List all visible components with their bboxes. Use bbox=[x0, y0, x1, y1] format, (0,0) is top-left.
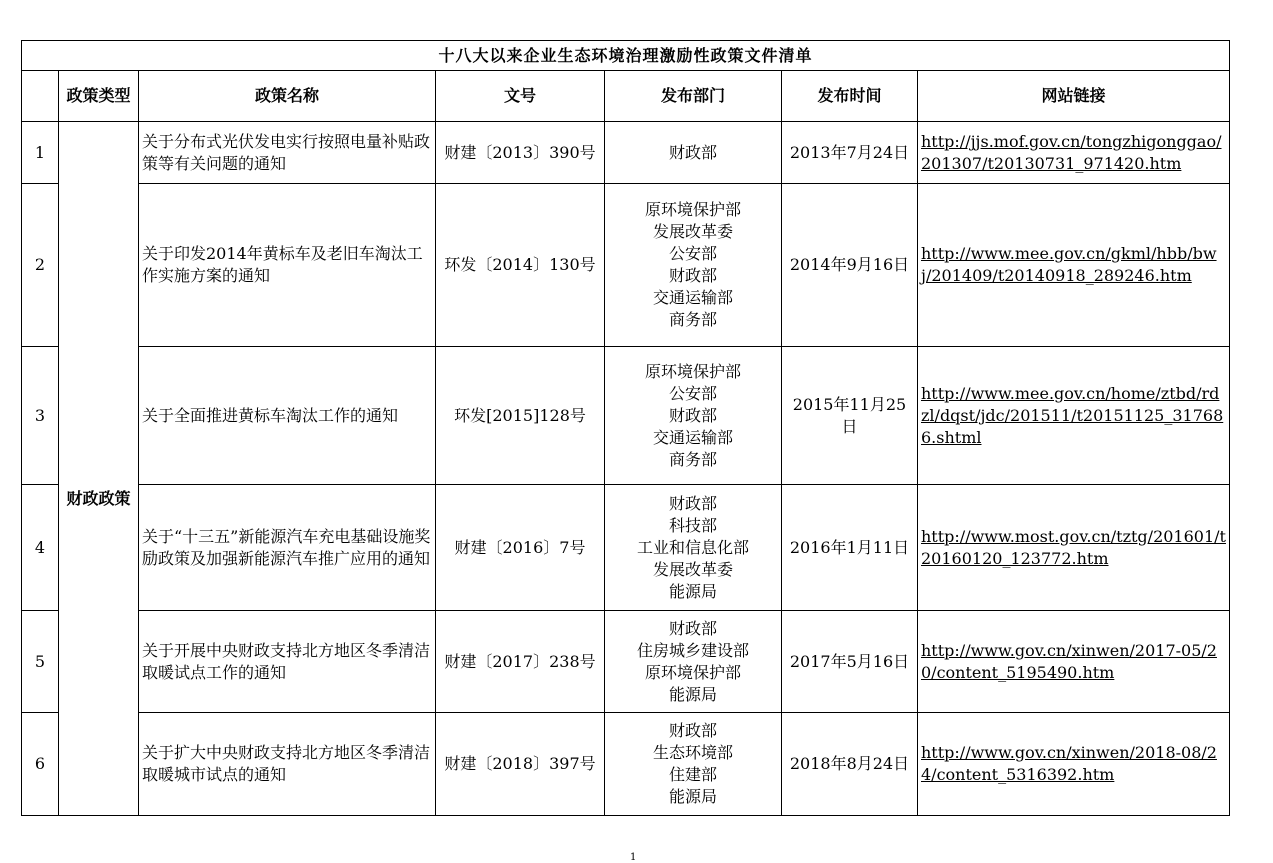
header-link: 网站链接 bbox=[918, 71, 1230, 122]
header-department: 发布部门 bbox=[605, 71, 782, 122]
department-item: 生态环境部 bbox=[652, 743, 733, 762]
table-row bbox=[22, 122, 1230, 184]
department-item: 科技部 bbox=[668, 515, 717, 535]
row-index: 6 bbox=[22, 713, 59, 816]
row-index: 2 bbox=[22, 184, 59, 347]
department-list bbox=[605, 347, 782, 485]
department-list bbox=[605, 184, 782, 347]
table-row bbox=[22, 611, 1230, 713]
department-item: 财政部 bbox=[668, 721, 717, 740]
row-index: 3 bbox=[22, 347, 59, 485]
policy-link[interactable]: http://www.mee.gov.cn/home/ztbd/rdzl/dqst/jdc/201511/t20151125_317686.shtml bbox=[921, 383, 1224, 447]
table-row bbox=[22, 485, 1230, 611]
row-index: 5 bbox=[22, 611, 59, 713]
policy-type-cell: 财政政策 bbox=[59, 122, 139, 816]
header-policy-name: 政策名称 bbox=[139, 71, 436, 122]
department-item: 财政部 bbox=[668, 142, 717, 162]
department-item: 发展改革委 bbox=[652, 559, 733, 579]
publish-date: 2018年8月24日 bbox=[782, 713, 918, 816]
policy-name: 关于扩大中央财政支持北方地区冬季清洁取暖城市试点的通知 bbox=[139, 713, 436, 816]
link-cell bbox=[918, 122, 1230, 184]
department-item: 财政部 bbox=[668, 405, 717, 425]
department-item: 住建部 bbox=[668, 765, 717, 784]
table-row bbox=[22, 713, 1230, 816]
department-item: 工业和信息化部 bbox=[636, 537, 749, 557]
policy-name: 关于分布式光伏发电实行按照电量补贴政策等有关问题的通知 bbox=[139, 122, 436, 184]
table-body bbox=[22, 122, 1230, 816]
row-index: 4 bbox=[22, 485, 59, 611]
table-row bbox=[22, 347, 1230, 485]
policy-table bbox=[21, 40, 1230, 816]
publish-date: 2013年7月24日 bbox=[782, 122, 918, 184]
department-item: 财政部 bbox=[668, 266, 717, 285]
department-item: 能源局 bbox=[668, 581, 717, 601]
publish-date: 2017年5月16日 bbox=[782, 611, 918, 713]
department-item: 商务部 bbox=[668, 310, 717, 329]
policy-link[interactable]: http://www.most.gov.cn/tztg/201601/t20160120_123772.htm bbox=[921, 526, 1226, 568]
department-item: 财政部 bbox=[668, 618, 717, 638]
department-item: 交通运输部 bbox=[652, 427, 733, 447]
publish-date: 2016年1月11日 bbox=[782, 485, 918, 611]
policy-name: 关于印发2014年黄标车及老旧车淘汰工作实施方案的通知 bbox=[139, 184, 436, 347]
department-item: 原环境保护部 bbox=[644, 361, 741, 381]
doc-number: 财建〔2016〕7号 bbox=[436, 485, 605, 611]
department-list bbox=[605, 122, 782, 184]
link-cell bbox=[918, 611, 1230, 713]
header-doc-number: 文号 bbox=[436, 71, 605, 122]
policy-link[interactable]: http://www.gov.cn/xinwen/2017-05/20/content_5195490.htm bbox=[921, 640, 1217, 682]
link-cell bbox=[918, 485, 1230, 611]
department-list bbox=[605, 485, 782, 611]
policy-link[interactable]: http://www.mee.gov.cn/gkml/hbb/bwj/201409/t20140918_289246.htm bbox=[921, 244, 1217, 285]
department-item: 公安部 bbox=[668, 383, 717, 403]
page-number: 1 bbox=[630, 852, 637, 863]
policy-name: 关于“十三五”新能源汽车充电基础设施奖励政策及加强新能源汽车推广应用的通知 bbox=[139, 485, 436, 611]
policy-name: 关于开展中央财政支持北方地区冬季清洁取暖试点工作的通知 bbox=[139, 611, 436, 713]
department-item: 原环境保护部 bbox=[644, 200, 741, 219]
policy-link[interactable]: http://www.gov.cn/xinwen/2018-08/24/content_5316392.htm bbox=[921, 743, 1217, 784]
department-item: 能源局 bbox=[668, 787, 717, 806]
header-index bbox=[22, 71, 59, 122]
department-list bbox=[605, 611, 782, 713]
doc-number: 财建〔2013〕390号 bbox=[436, 122, 605, 184]
publish-date: 2015年11月25日 bbox=[782, 347, 918, 485]
header-row bbox=[22, 71, 1230, 122]
doc-number: 财建〔2018〕397号 bbox=[436, 713, 605, 816]
header-date: 发布时间 bbox=[782, 71, 918, 122]
policy-link[interactable]: http://jjs.mof.gov.cn/tongzhigonggao/201307/t20130731_971420.htm bbox=[921, 131, 1222, 173]
table-row bbox=[22, 184, 1230, 347]
doc-number: 财建〔2017〕238号 bbox=[436, 611, 605, 713]
policy-name: 关于全面推进黄标车淘汰工作的通知 bbox=[139, 347, 436, 485]
department-item: 公安部 bbox=[668, 244, 717, 263]
table-title: 十八大以来企业生态环境治理激励性政策文件清单 bbox=[22, 41, 1230, 71]
publish-date: 2014年9月16日 bbox=[782, 184, 918, 347]
link-cell bbox=[918, 713, 1230, 816]
doc-number: 环发〔2014〕130号 bbox=[436, 184, 605, 347]
link-cell bbox=[918, 184, 1230, 347]
link-cell bbox=[918, 347, 1230, 485]
department-item: 发展改革委 bbox=[652, 222, 733, 241]
department-item: 交通运输部 bbox=[652, 288, 733, 307]
department-item: 能源局 bbox=[668, 684, 717, 704]
department-item: 住房城乡建设部 bbox=[636, 640, 749, 660]
row-index: 1 bbox=[22, 122, 59, 184]
department-list bbox=[605, 713, 782, 816]
department-item: 商务部 bbox=[668, 449, 717, 469]
department-item: 财政部 bbox=[668, 493, 717, 513]
department-item: 原环境保护部 bbox=[644, 662, 741, 682]
doc-number: 环发[2015]128号 bbox=[436, 347, 605, 485]
header-policy-type: 政策类型 bbox=[59, 71, 139, 122]
